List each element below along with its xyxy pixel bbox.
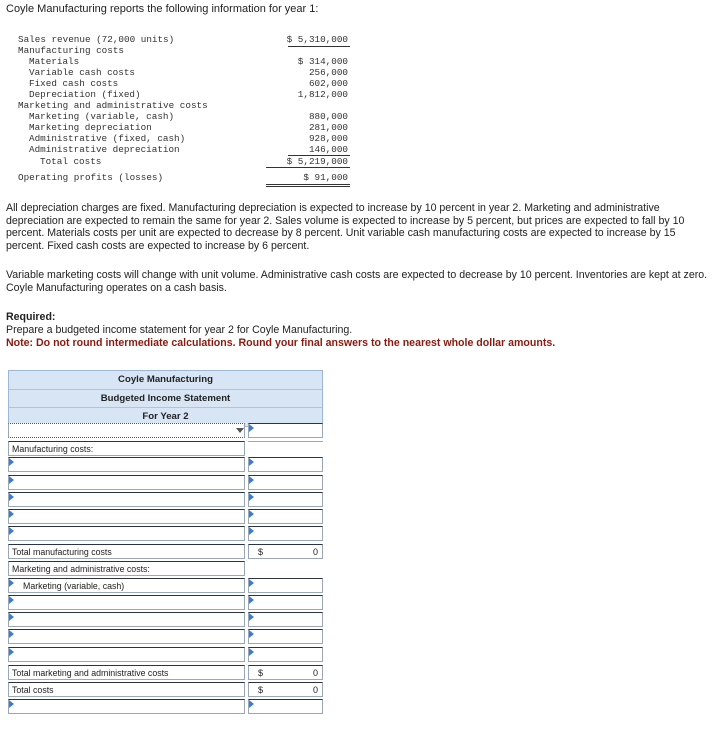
mfg-label-input-2[interactable] — [8, 475, 245, 490]
table-row — [8, 578, 323, 594]
table-row — [8, 595, 323, 611]
empty-cell — [248, 561, 323, 576]
note-prefix: Note: — [6, 337, 37, 349]
mkt-label-input-1[interactable] — [8, 595, 245, 610]
mfg-costs-heading: Manufacturing costs: — [8, 441, 245, 456]
table-row — [8, 475, 323, 491]
sales-value: $ 5,310,000 — [286, 34, 348, 45]
var-cash-value: 256,000 — [308, 67, 348, 78]
mfg-amount-input-2[interactable] — [248, 475, 323, 490]
depr-label: Depreciation (fixed) — [29, 89, 141, 100]
mfg-amount-input-5[interactable] — [248, 526, 323, 541]
sales-label: Sales revenue (72,000 units) — [18, 34, 175, 45]
total-mfg-dollar: $ — [258, 547, 264, 557]
table-period: For Year 2 — [142, 411, 189, 422]
profit-underline-2 — [266, 186, 350, 187]
total-mfg-value: 0 — [312, 547, 318, 557]
revenue-amount-input[interactable] — [248, 423, 323, 438]
table-row — [8, 509, 323, 525]
note — [6, 337, 555, 349]
mfg-amount-input-3[interactable] — [248, 492, 323, 507]
required-text: Prepare a budgeted income statement for year 2 for Coyle Manufacturing. — [6, 324, 353, 336]
mkt-var-text: Marketing (variable, cash) — [23, 581, 125, 591]
input-marker-icon — [9, 510, 14, 518]
table-title: Budgeted Income Statement — [9, 390, 322, 409]
table-row — [8, 441, 323, 457]
table-row — [8, 629, 323, 645]
total-costs-value: $ 5,219,000 — [286, 156, 348, 167]
input-marker-icon — [249, 700, 254, 708]
total-mkt-label: Total marketing and administrative costs — [8, 665, 245, 680]
table-header — [8, 370, 323, 427]
assumptions-paragraph-2: Variable marketing costs will change with unit volume. Administrative cash costs are expected to decrease by 10 percent. Inventories are kept at zero. Coyle Manufacturing operates on a cash basis. — [6, 269, 708, 294]
mkt-var-value: 880,000 — [308, 111, 348, 122]
total-underline — [266, 167, 350, 168]
table-row — [8, 682, 323, 698]
required-heading: Required: — [6, 311, 56, 323]
profit-amount-input[interactable] — [248, 699, 323, 714]
input-marker-icon — [9, 700, 14, 708]
input-marker-icon — [249, 510, 254, 518]
table-row — [8, 457, 323, 473]
mfg-label-input-1[interactable] — [8, 457, 245, 472]
sales-underline — [288, 46, 350, 47]
mfg-label-input-3[interactable] — [8, 492, 245, 507]
mkt-amount-input-4[interactable] — [248, 647, 323, 662]
mkt-amount-input-1[interactable] — [248, 595, 323, 610]
input-marker-icon — [249, 579, 254, 587]
mfg-costs-label: Manufacturing costs — [18, 45, 125, 56]
input-marker-icon — [249, 476, 254, 484]
mkt-admin-label: Marketing and administrative costs — [18, 100, 208, 111]
mfg-amount-input-1[interactable] — [248, 457, 323, 472]
table-row — [8, 561, 323, 577]
admin-fixed-label: Administrative (fixed, cash) — [29, 133, 186, 144]
mkt-var-label — [8, 578, 245, 593]
input-marker-icon — [249, 424, 254, 432]
table-row — [8, 544, 323, 560]
revenue-label-select[interactable] — [8, 423, 245, 438]
table-row — [8, 612, 323, 628]
mkt-label-input-3[interactable] — [8, 629, 245, 644]
mkt-label-input-2[interactable] — [8, 612, 245, 627]
input-marker-icon — [9, 613, 14, 621]
mkt-depr-label: Marketing depreciation — [29, 122, 152, 133]
table-row — [8, 647, 323, 663]
mfg-amount-input-4[interactable] — [248, 509, 323, 524]
input-marker-icon — [249, 458, 254, 466]
table-row — [8, 526, 323, 542]
mfg-label-input-4[interactable] — [8, 509, 245, 524]
profit-label-input[interactable] — [8, 699, 245, 714]
input-marker-icon — [249, 596, 254, 604]
total-mfg-cell — [248, 544, 323, 559]
input-marker-icon — [249, 613, 254, 621]
materials-value: $ 314,000 — [297, 56, 348, 67]
profit-underline-1 — [266, 184, 350, 185]
input-marker-icon — [249, 630, 254, 638]
total-costs-label: Total costs — [8, 682, 245, 697]
var-cash-label: Variable cash costs — [29, 67, 136, 78]
input-marker-icon — [9, 648, 14, 656]
mkt-amount-input-2[interactable] — [248, 612, 323, 627]
input-marker-icon — [9, 527, 14, 535]
table-company: Coyle Manufacturing — [9, 371, 322, 390]
input-marker-icon — [9, 476, 14, 484]
input-marker-icon — [249, 493, 254, 501]
input-marker-icon — [9, 493, 14, 501]
table-row — [8, 699, 323, 715]
mkt-var-amount-input[interactable] — [248, 578, 323, 593]
total-mfg-label: Total manufacturing costs — [8, 544, 245, 559]
total-costs-dollar: $ — [258, 685, 264, 695]
table-row — [8, 423, 323, 439]
materials-label: Materials — [29, 56, 80, 67]
depr-value: 1,812,000 — [297, 89, 348, 100]
table-row — [8, 492, 323, 508]
intro-text: Coyle Manufacturing reports the following information for year 1: — [6, 3, 319, 15]
admin-depr-label: Administrative depreciation — [29, 144, 180, 155]
total-costs-label: Total costs — [40, 156, 102, 167]
note-text: Do not round intermediate calculations. Round your final answers to the nearest whole dollar amounts. — [36, 337, 556, 349]
mkt-var-label: Marketing (variable, cash) — [29, 111, 175, 122]
op-profit-label: Operating profits (losses) — [18, 172, 164, 183]
input-marker-icon — [9, 630, 14, 638]
input-marker-icon — [9, 458, 14, 466]
admin-depr-value: 146,000 — [308, 144, 348, 155]
fixed-cash-label: Fixed cash costs — [29, 78, 119, 89]
total-costs-cell — [248, 682, 323, 697]
mfg-label-input-5[interactable] — [8, 526, 245, 541]
table-row — [8, 665, 323, 681]
chevron-down-icon — [236, 428, 244, 433]
total-mkt-cell — [248, 665, 323, 680]
total-mkt-dollar: $ — [258, 668, 264, 678]
mkt-depr-value: 281,000 — [308, 122, 348, 133]
fixed-cash-value: 602,000 — [308, 78, 348, 89]
op-profit-value: $ 91,000 — [303, 172, 348, 183]
input-marker-icon — [249, 527, 254, 535]
input-marker-icon — [9, 596, 14, 604]
assumptions-paragraph: All depreciation charges are fixed. Manufacturing depreciation is expected to increase by 10 percent in year 2. Marketing and administrative depreciation are expected to remain the same for year 2. Sales volume is expected to increase by 5 percent, but prices are expected to fall by 10 percent. Materials costs per unit are expected to decrease by 8 percent. Unit variable cash manufacturing costs are expected to increase by 15 percent. Fixed cash costs are expected to increase by 6 percent. — [6, 202, 685, 252]
mkt-amount-input-3[interactable] — [248, 629, 323, 644]
mkt-admin-heading: Marketing and administrative costs: — [8, 561, 245, 576]
mkt-label-input-4[interactable] — [8, 647, 245, 662]
total-mkt-value: 0 — [312, 668, 318, 678]
total-costs-value: 0 — [312, 685, 318, 695]
admin-fixed-value: 928,000 — [308, 133, 348, 144]
input-marker-icon — [249, 648, 254, 656]
empty-cell — [248, 441, 323, 456]
input-marker-icon — [9, 579, 14, 587]
